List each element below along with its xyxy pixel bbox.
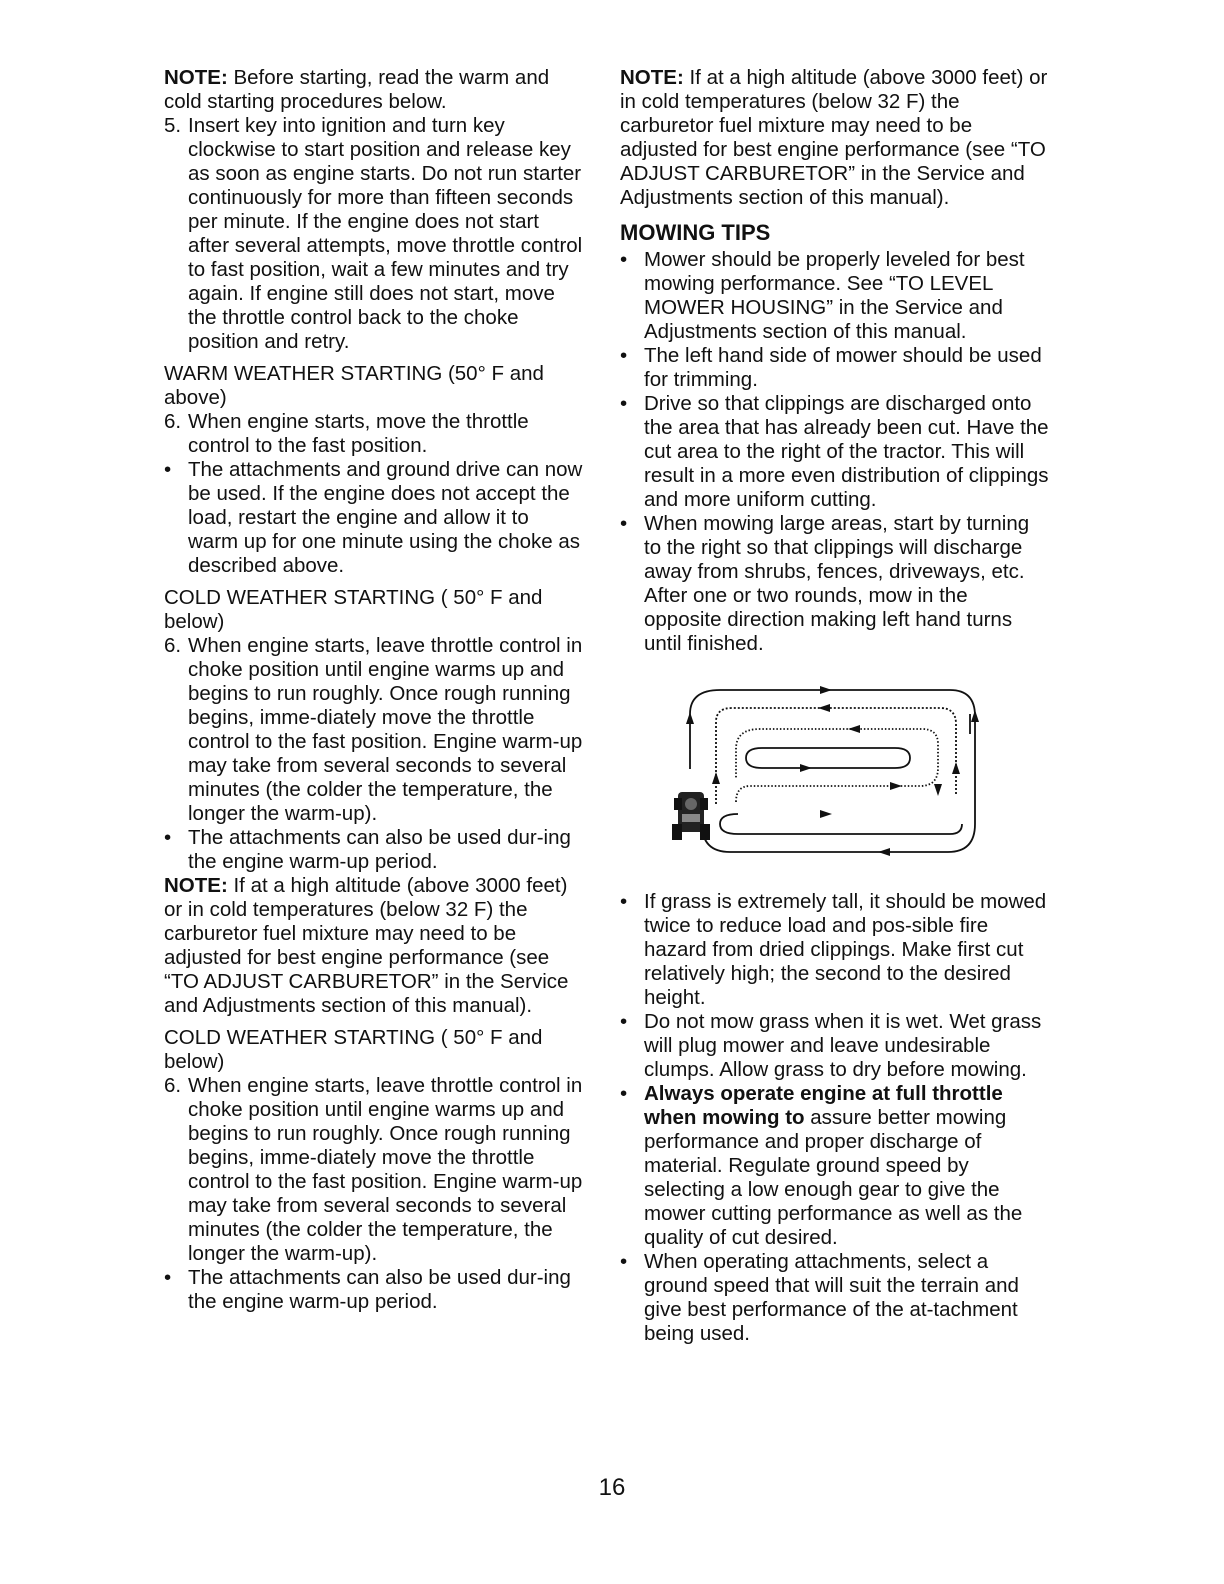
arrow-right-icon [820,810,832,818]
step-5 [164,114,584,354]
cold-bullet-1 [164,826,584,874]
second-path [716,708,956,804]
note-text: Before starting, read the warm and cold starting procedures below. [164,66,550,113]
tip-text: If grass is extremely tall, it should be mowed twice to reduce load and pos-sible fire hazard from dried clippings. Make first cut relatively high; the second to the desired height. [644,890,1047,1009]
step-text: Insert key into ignition and turn key clockwise to start position and release key as soon as engine starts. Do not run starter continuously for more than fifteen seconds per minute. If the engine does not start after several attempts, move throttle control to fast position, wait a few minutes and try again. If engine still does not start, move the throttle control back to the choke position and retry. [188,114,583,353]
bullet-text: The attachments can also be used dur-ing the engine warm-up period. [188,826,571,873]
cold-step-6-2 [164,1074,584,1266]
mowing-pattern-illustration [650,674,980,864]
cold-weather-heading-2: COLD WEATHER STARTING ( 50° F and below) [164,1026,543,1073]
tip-item [620,890,1050,1010]
arrow-left-icon [848,725,860,733]
left-column [164,66,584,1314]
bullet-mark: • [164,458,172,481]
right-column [620,66,1050,1346]
note-label: NOTE: [620,66,684,89]
cold-weather-list-1 [164,634,584,874]
tip-bold-text: Always operate engine at full throttle when mowing to [644,1082,1003,1129]
tip-text: When operating attachments, select a ground speed that will suit the terrain and give best performance of the at-tachment being used. [644,1250,1019,1345]
step-5-list [164,114,584,354]
bullet-mark: • [620,392,628,415]
note-altitude-left [164,874,584,1018]
cold-bullet-2 [164,1266,584,1314]
step-number: 6. [164,1074,182,1097]
note-before-starting [164,66,584,114]
tip-item [620,512,1050,656]
arrow-up-icon [712,772,720,784]
tractor-icon [672,792,710,840]
bullet-mark: • [620,1082,628,1105]
tip-text: Drive so that clippings are discharged onto the area that has already been cut. Have the cut area to the right of the tractor. This will result in a more even distribution of clippings and more uniform cutting. [644,392,1049,511]
cold-weather-heading-1: COLD WEATHER STARTING ( 50° F and below) [164,586,543,633]
note-text: If at a high altitude (above 3000 feet) or in cold temperatures (below 32 F) the carburetor fuel mixture may need to be adjusted for best engine performance (see “TO ADJUST CARBURETOR” in the Service and Adjustments section of this manual). [164,874,569,1017]
warm-step-6 [164,410,584,458]
tip-text: When mowing large areas, start by turning to the right so that clippings will discharge away from shrubs, fences, driveways, etc. After one or two rounds, mow in the opposite direction making left hand turns until finished. [644,512,1030,655]
cold-weather-list-2 [164,1074,584,1314]
step-number: 6. [164,410,182,433]
step-text: When engine starts, leave throttle control in choke position until engine warms up and begins to run roughly. Once rough running begins, imme-diately move the throttle control to the fast position. Engine warm-up may take from several seconds to several minutes (the colder the temperature, the longer the warm-up). [188,1074,583,1265]
warm-weather-list [164,410,584,578]
note-label: NOTE: [164,874,228,897]
bullet-mark: • [620,344,628,367]
inner-path [746,748,910,768]
mowing-tips-list-top [620,248,1050,656]
step-text: When engine starts, move the throttle control to the fast position. [188,410,529,457]
bottom-path [720,814,962,834]
arrow-down-icon [934,784,942,796]
tip-text: Mower should be properly leveled for best mowing performance. See “TO LEVEL MOWER HOUSING” in the Service and Adjustments section of this manual. [644,248,1025,343]
bullet-mark: • [620,248,628,271]
step-number: 5. [164,114,182,137]
arrow-up-icon [971,710,979,722]
step-number: 6. [164,634,182,657]
bullet-mark: • [620,890,628,913]
page-number: 16 [598,1474,626,1501]
arrow-left-icon [818,704,830,712]
bullet-mark: • [620,1010,628,1033]
tip-text: The left hand side of mower should be used for trimming. [644,344,1042,391]
tip-item [620,392,1050,512]
warm-bullet [164,458,584,578]
step-text: When engine starts, leave throttle control in choke position until engine warms up and begins to run roughly. Once rough running begins, imme-diately move the throttle control to the fast position. Engine warm-up may take from several seconds to several minutes (the colder the temperature, the longer the warm-up). [188,634,583,825]
bullet-mark: • [164,826,172,849]
arrow-right-icon [800,764,812,772]
bullet-mark: • [164,1266,172,1289]
warm-weather-heading: WARM WEATHER STARTING (50° F and above) [164,362,544,409]
arrow-left-icon [878,848,890,856]
arrow-up-icon [686,712,694,724]
mowing-tips-list-bottom [620,890,1050,1346]
mowing-tips-heading: MOWING TIPS [620,220,771,245]
tip-item [620,248,1050,344]
tip-item [620,344,1050,392]
direction-arrows [686,686,979,856]
note-label: NOTE: [164,66,228,89]
bullet-mark: • [620,1250,628,1273]
arrow-right-icon [820,686,832,694]
bullet-text: The attachments can also be used dur-ing the engine warm-up period. [188,1266,571,1313]
tip-item [620,1082,1050,1250]
arrow-right-icon [890,782,902,790]
outer-path [690,690,975,852]
bullet-mark: • [620,512,628,535]
tip-text: Do not mow grass when it is wet. Wet grass will plug mower and leave undesirable clumps. Allow grass to dry before mowing. [644,1010,1042,1081]
note-altitude-right [620,66,1050,210]
cold-step-6-1 [164,634,584,826]
note-text: If at a high altitude (above 3000 feet) or in cold temperatures (below 32 F) the carburetor fuel mixture may need to be adjusted for best engine performance (see “TO ADJUST CARBURETOR” in the Service and Adjustments section of this manual). [620,66,1048,209]
tip-item [620,1010,1050,1082]
tip-text: assure better mowing performance and proper discharge of material. Regulate ground speed by selecting a low enough gear to give the mower cutting performance as well as the quality of cut desired. [644,1106,1023,1249]
tip-item [620,1250,1050,1346]
bullet-text: The attachments and ground drive can now be used. If the engine does not accept the load, restart the engine and allow it to warm up for one minute using the choke as described above. [188,458,583,577]
mowing-pattern-diagram [620,674,1050,870]
arrow-up-icon [952,762,960,774]
